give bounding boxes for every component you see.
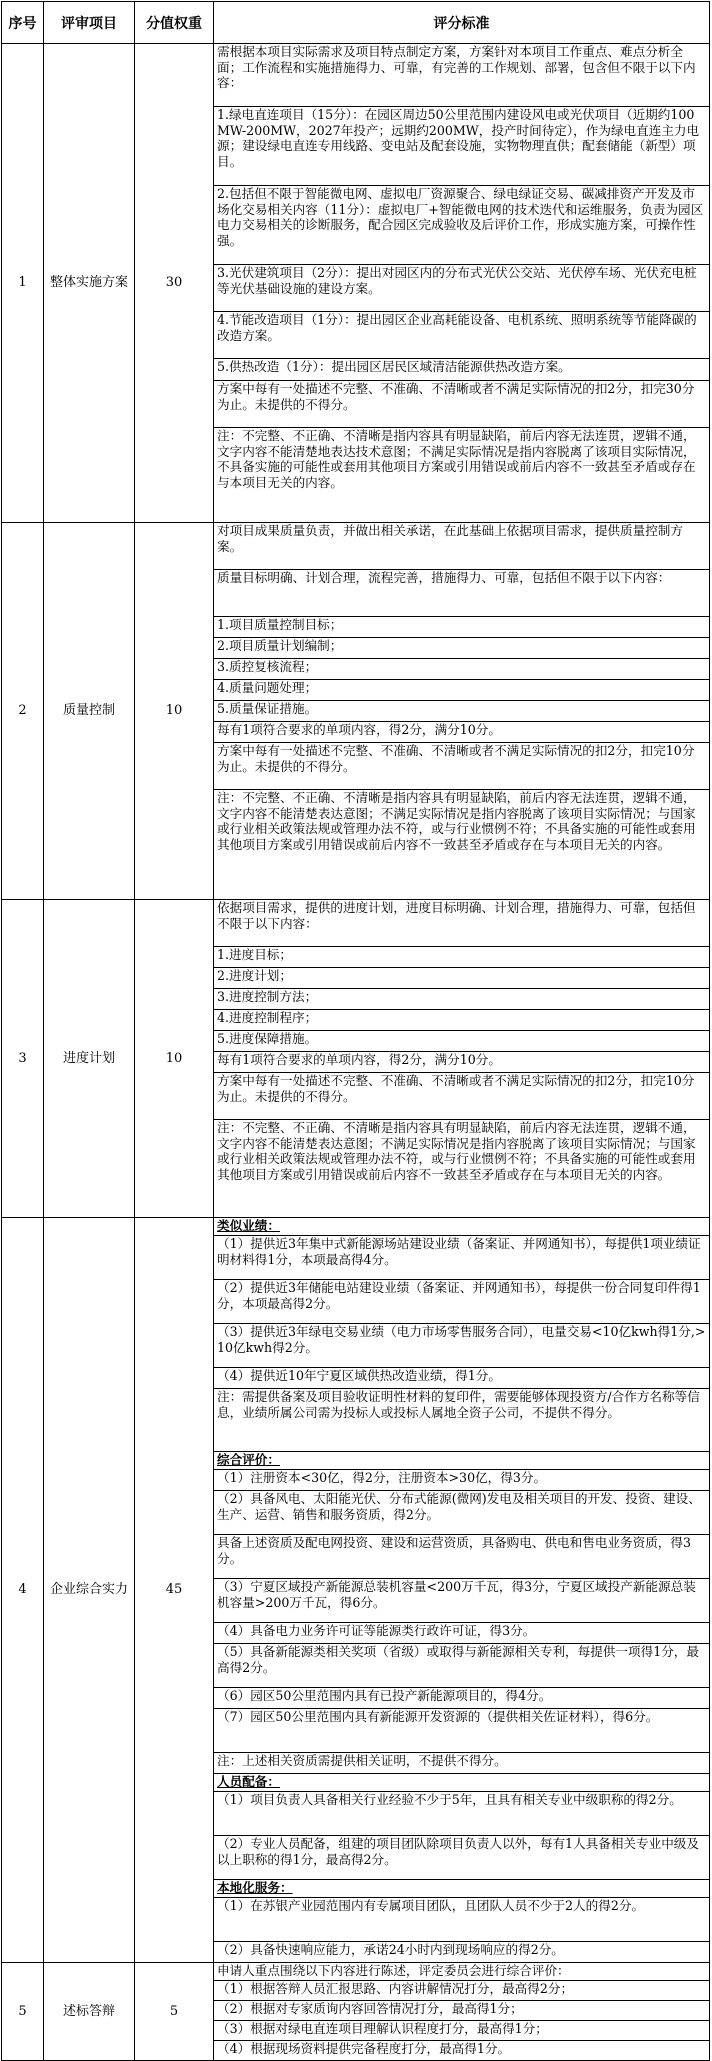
header-item: 评审项目	[44, 2, 135, 44]
criteria-cell	[214, 1963, 710, 2061]
review-item: 质量控制	[44, 523, 135, 900]
criteria-line: （2）根据对专家质询内容回答情况打分，最高得1分；	[214, 2001, 709, 2021]
criteria-line: （4）根据现场资料提供完备程度打分，最高得1分。	[217, 2041, 511, 2056]
criteria-line: 方案中每有一处描述不完整、不准确、不清晰或者不满足实际情况的扣2分，扣完30分为止。未提供的不得分。	[214, 381, 709, 428]
review-item: 述标答辩	[44, 1963, 135, 2061]
criteria-line: 注：不完整、不正确、不清晰是指内容具有明显缺陷，前后内容无法连贯，逻辑不通，文字内容不能清楚地表达技术意图；不满足实际情况是指内容脱离了该项目实际情况，不具备实施的可能性或套用其他项目方案或引用错误或前后内容不一致甚至矛盾或存在与本项目无关的内容。	[217, 428, 696, 490]
criteria-line: 2.项目质量计划编制；	[214, 638, 709, 659]
criteria-cell	[214, 900, 710, 1218]
header-criteria: 评分标准	[214, 2, 710, 44]
criteria-section-heading: 类似业绩：	[214, 1218, 709, 1236]
criteria-line: 5.供热改造（1分）：提出园区居民区域清洁能源供热改造方案。	[214, 359, 709, 381]
table-row	[2, 1218, 710, 1963]
row-number: 5	[2, 1963, 44, 2061]
header-row	[2, 2, 710, 44]
criteria-line: 3.进度控制方法；	[214, 989, 709, 1010]
criteria-line: （6）园区50公里范围内具有已投产新能源项目的，得4分。	[214, 1688, 709, 1709]
criteria-line: 方案中每有一处描述不完整、不准确、不清晰或者不满足实际情况的扣2分，扣完10分为止。未提供的不得分。	[214, 1073, 709, 1120]
criteria-line: 1.进度目标；	[214, 947, 709, 968]
criteria-line: 对项目成果质量负责，并做出相关承诺，在此基础上依据项目需求，提供质量控制方案。	[214, 523, 709, 570]
criteria-line: （2）具备快速响应能力，承诺24小时内到现场响应的得2分。	[217, 1942, 564, 1957]
criteria-section-heading: 本地化服务：	[214, 1880, 709, 1898]
score-weight: 45	[135, 1218, 214, 1963]
criteria-line: （4）具备电力业务许可证等能源类行政许可证，得3分。	[214, 1623, 709, 1644]
row-number: 4	[2, 1218, 44, 1963]
score-weight: 10	[135, 900, 214, 1218]
criteria-line: 5.进度保障措施。	[214, 1031, 709, 1052]
criteria-cell	[214, 44, 710, 523]
criteria-line: 注：上述相关资质需提供相关证明，不提供不得分。	[214, 1753, 709, 1774]
criteria-line: （3）提供近3年绿电交易业绩（电力市场零售服务合同），电量交易<10亿kwh得1分,>10亿kwh得2分。	[214, 1324, 709, 1368]
scoring-table	[1, 1, 710, 2061]
criteria-line: 方案中每有一处描述不完整、不准确、不清晰或者不满足实际情况的扣2分，扣完10分为止。未提供的不得分。	[214, 743, 709, 790]
criteria-line: 注：不完整、不正确、不清晰是指内容具有明显缺陷，前后内容无法连贯，逻辑不通，文字内容不能清楚表达意图；不满足实际情况是指内容脱离了该项目实际情况；与国家或行业相关政策法规或管理办法不符，或与行业惯例不符；不具备实施的可能性或套用其他项目方案或引用错误或前后内容不一致甚至矛盾或存在与本项目无关的内容。	[217, 790, 696, 852]
criteria-line: 每有1项符合要求的单项内容，得2分，满分10分。	[214, 722, 709, 743]
row-number: 3	[2, 900, 44, 1218]
criteria-line: 4.质量问题处理；	[214, 680, 709, 701]
criteria-line: 1.绿电直连项目（15分）：在园区周边50公里范围内建设风电或光伏项目（近期约100MW-200MW，2027年投产；远期约200MW，投产时间待定），作为绿电直连主力电源；建设绿电直连专用线路、变电站及配套设施，实物物理直供；配套储能（新型）项目。	[214, 107, 709, 186]
criteria-section-heading: 人员配备：	[214, 1774, 709, 1792]
table-row	[2, 523, 710, 900]
criteria-line: （7）园区50公里范围内具有新能源开发资源的（提供相关佐证材料），得6分。	[214, 1709, 709, 1753]
criteria-line: 具备上述资质及配电网投资、建设和运营资质，具备购电、供电和售电业务资质，得3分。	[214, 1535, 709, 1579]
criteria-line: 1.项目质量控制目标；	[214, 617, 709, 638]
criteria-line: （3）根据对绿电直连项目理解认识程度打分，最高得1分；	[214, 2021, 709, 2041]
criteria-line: 质量目标明确、计划合理，流程完善，措施得力、可靠，包括但不限于以下内容：	[214, 570, 709, 617]
criteria-line: 3.光伏建筑项目（2分）：提出对园区内的分布式光伏公交站、光伏停车场、光伏充电桩等光伏基础设施的建设方案。	[214, 265, 709, 312]
criteria-line: （3）宁夏区域投产新能源总装机容量<200万千瓦，得3分，宁夏区域投产新能源总装机容量>200万千瓦，得6分。	[214, 1579, 709, 1623]
criteria-line: （1）在苏银产业园范围内有专属项目团队，且团队人员不少于2人的得2分。	[214, 1898, 709, 1942]
criteria-line: 5.质量保证措施。	[214, 701, 709, 722]
criteria-cell	[214, 1218, 710, 1963]
criteria-line: 需根据本项目实际需求及项目特点制定方案，方案针对本项目工作重点、难点分析全面；工作流程和实施措施得力、可靠，有完善的工作规划、部署，包含但不限于以下内容：	[214, 44, 709, 107]
table-row	[2, 900, 710, 1218]
table-row	[2, 1963, 710, 2061]
criteria-line: 3.质控复核流程；	[214, 659, 709, 680]
criteria-line: （4）提供近10年宁夏区域供热改造业绩，得1分。	[214, 1368, 709, 1389]
criteria-line: （1）根据答辩人员汇报思路、内容讲解情况打分，最高得2分；	[214, 1981, 709, 2001]
score-weight: 5	[135, 1963, 214, 2061]
criteria-line: 2.进度计划；	[214, 968, 709, 989]
criteria-line: （2）具备风电、太阳能光伏、分布式能源(微网)发电及相关项目的开发、投资、建设、生产、运营、销售和服务资质，得2分。	[214, 1491, 709, 1535]
criteria-line: 注：需提供备案及项目验收证明性材料的复印件，需要能够体现投资方/合作方名称等信息，业绩所属公司需为投标人或投标人属地全资子公司，不提供不得分。	[214, 1389, 709, 1452]
row-number: 1	[2, 44, 44, 523]
criteria-line: 注：不完整、不正确、不清晰是指内容具有明显缺陷，前后内容无法连贯，逻辑不通，文字内容不能清楚表达意图；不满足实际情况是指内容脱离了该项目实际情况；与国家或行业相关政策法规或管理办法不符，或与行业惯例不符；不具备实施的可能性或套用其他项目方案或引用错误或前后内容不一致甚至矛盾或存在与本项目无关的内容。	[217, 1120, 696, 1182]
header-weight: 分值权重	[135, 2, 214, 44]
criteria-line: （1）提供近3年集中式新能源场站建设业绩（备案证、并网通知书），每提供1项业绩证明材料得1分，本项最高得4分。	[214, 1236, 709, 1280]
score-weight: 10	[135, 523, 214, 900]
criteria-line: 每有1项符合要求的单项内容，得2分，满分10分。	[214, 1052, 709, 1073]
table-row	[2, 44, 710, 523]
criteria-line: 4.进度控制程序；	[214, 1010, 709, 1031]
criteria-cell	[214, 523, 710, 900]
score-weight: 30	[135, 44, 214, 523]
criteria-line: （2）专业人员配备，组建的项目团队除项目负责人以外，每有1人具备相关专业中级及以上职称的得1分，最高得2分。	[214, 1836, 709, 1880]
criteria-line: （5）具备新能源类相关奖项（省级）或取得与新能源相关专利，每提供一项得1分，最高得2分。	[214, 1644, 709, 1688]
criteria-line: 申请人重点围绕以下内容进行陈述，评定委员会进行综合评价：	[214, 1963, 709, 1981]
review-item: 整体实施方案	[44, 44, 135, 523]
criteria-line: 2.包括但不限于智能微电网、虚拟电厂资源聚合、绿电绿证交易、碳减排资产开发及市场化交易相关内容（11分）：虚拟电厂+智能微电网的技术迭代和运维服务，负责为园区电力交易相关的诊断服务，配合园区完成验收及后评价工作，形成实施方案，可操作性强。	[214, 186, 709, 265]
review-item: 进度计划	[44, 900, 135, 1218]
criteria-line: （1）项目负责人具备相关行业经验不少于5年，且具有相关专业中级职称的得2分。	[214, 1792, 709, 1836]
row-number: 2	[2, 523, 44, 900]
criteria-section-heading: 综合评价：	[214, 1452, 709, 1470]
criteria-line: 4.节能改造项目（1分）：提出园区企业高耗能设备、电机系统、照明系统等节能降碳的改造方案。	[214, 312, 709, 359]
criteria-line: （2）提供近3年储能电站建设业绩（备案证、并网通知书），每提供一份合同复印件得1分，本项最高得2分。	[214, 1280, 709, 1324]
header-no: 序号	[2, 2, 44, 44]
review-item: 企业综合实力	[44, 1218, 135, 1963]
criteria-line: （1）注册资本<30亿，得2分，注册资本>30亿，得3分。	[214, 1470, 709, 1491]
criteria-line: 依据项目需求，提供的进度计划，进度目标明确、计划合理，措施得力、可靠，包括但不限于以下内容：	[214, 900, 709, 947]
